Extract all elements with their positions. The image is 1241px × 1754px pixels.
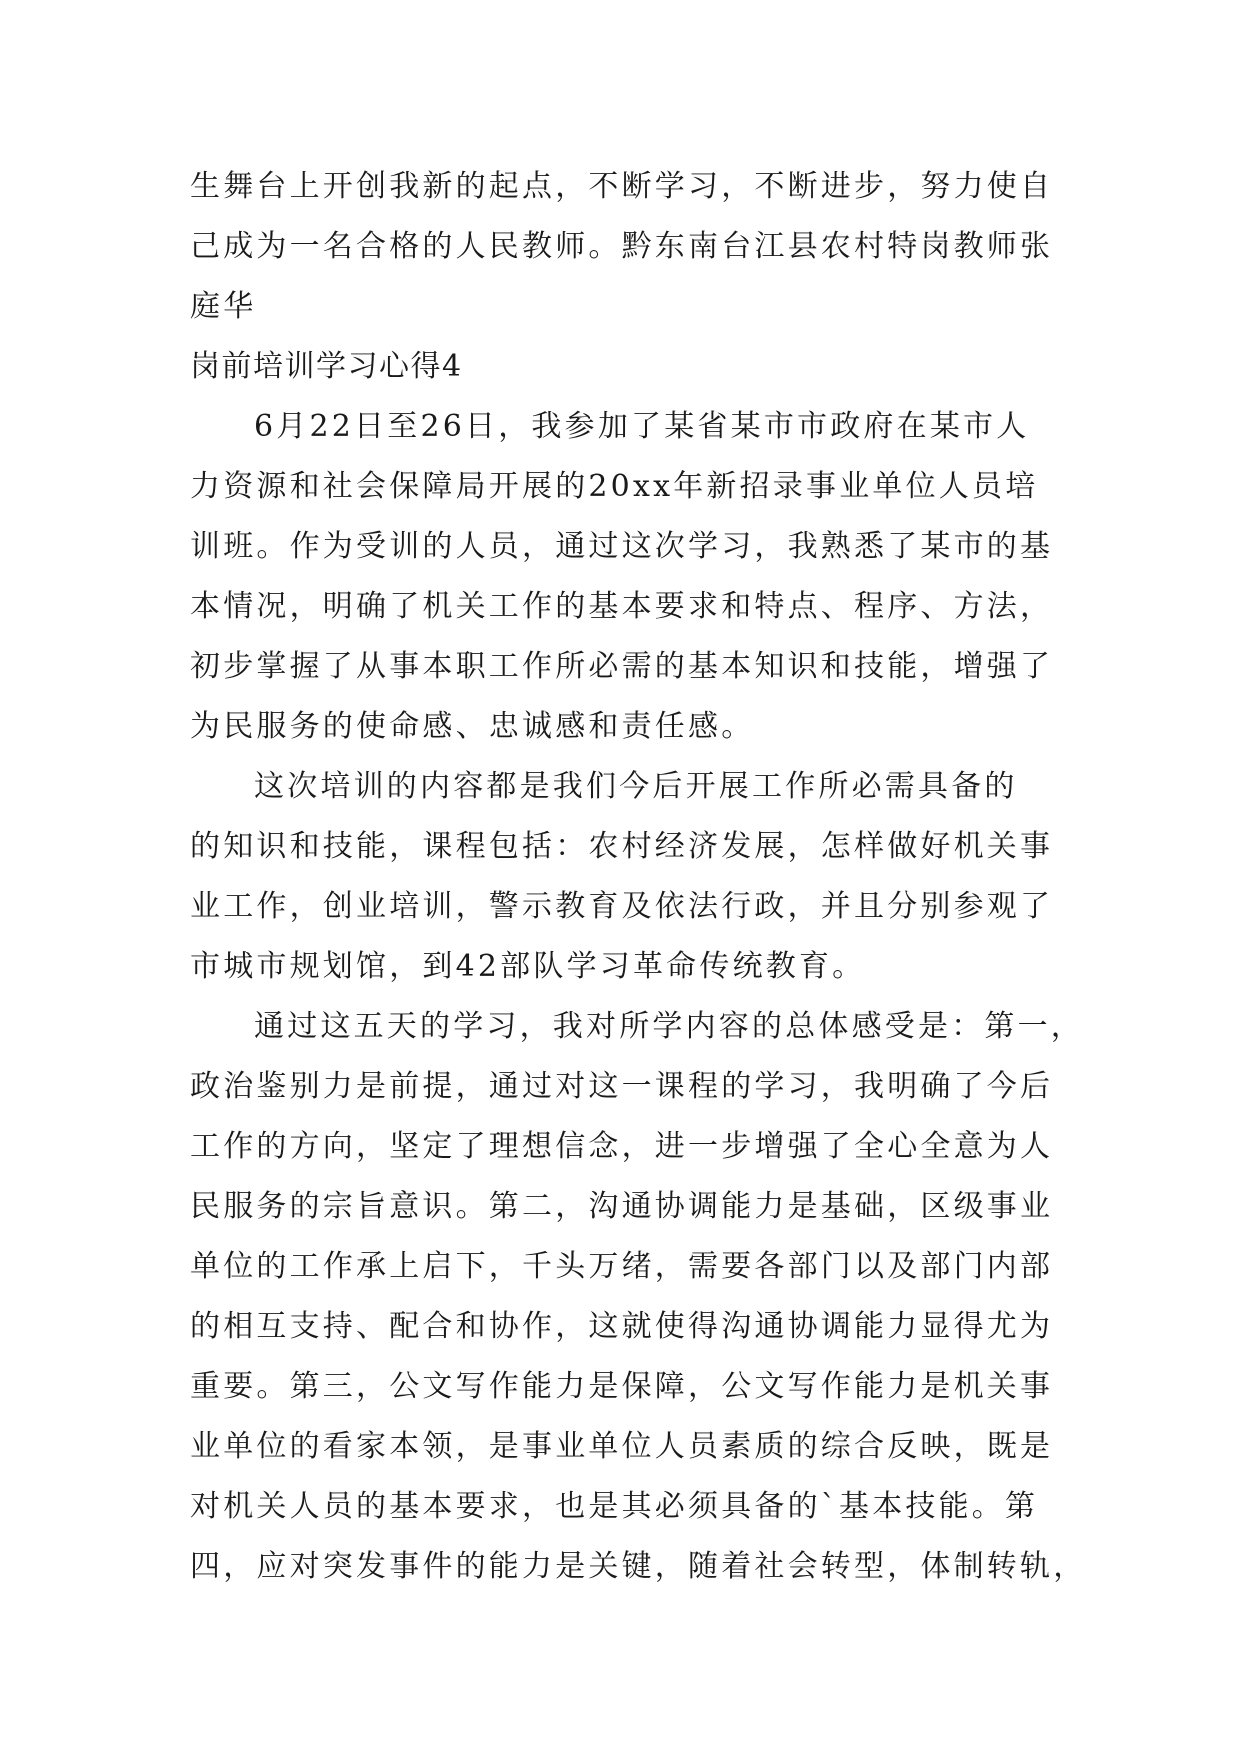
paragraph-2 bbox=[190, 757, 1054, 997]
text-line: 训班。作为受训的人员，通过这次学习，我熟悉了某市的基 bbox=[190, 529, 1054, 564]
continuation-paragraph bbox=[190, 157, 1054, 337]
text-line: 生舞台上开创我新的起点，不断学习，不断进步，努力使自 bbox=[190, 169, 1054, 204]
text-line: 业工作，创业培训，警示教育及依法行政，并且分别参观了 bbox=[190, 889, 1054, 924]
text-line: 对机关人员的基本要求，也是其必须具备的`基本技能。第 bbox=[190, 1489, 1039, 1524]
text-line: 己成为一名合格的人民教师。黔东南台江县农村特岗教师张 bbox=[190, 229, 1054, 264]
text-line: 初步掌握了从事本职工作所必需的基本知识和技能，增强了 bbox=[190, 649, 1054, 684]
text-line: 业单位的看家本领，是事业单位人员素质的综合反映，既是 bbox=[190, 1429, 1054, 1464]
text-line: 的知识和技能，课程包括：农村经济发展，怎样做好机关事 bbox=[190, 829, 1054, 864]
text-line: 市城市规划馆，到42部队学习革命传统教育。 bbox=[190, 949, 866, 984]
paragraph-1 bbox=[190, 397, 1054, 757]
text-line: 6月22日至26日，我参加了某省某市市政府在某市人 bbox=[254, 409, 1030, 444]
text-line: 力资源和社会保障局开展的20xx年新招录事业单位人员培 bbox=[190, 469, 1039, 504]
text-line: 四，应对突发事件的能力是关键，随着社会转型，体制转轨， bbox=[190, 1549, 1087, 1584]
text-line: 本情况，明确了机关工作的基本要求和特点、程序、方法， bbox=[190, 589, 1054, 624]
text-line: 工作的方向，坚定了理想信念，进一步增强了全心全意为人 bbox=[190, 1129, 1054, 1164]
paragraph-3 bbox=[190, 997, 1087, 1597]
text-line: 政治鉴别力是前提，通过对这一课程的学习，我明确了今后 bbox=[190, 1069, 1054, 1104]
text-line: 单位的工作承上启下，千头万绪，需要各部门以及部门内部 bbox=[190, 1249, 1054, 1284]
document-page bbox=[190, 157, 1087, 1597]
text-line: 为民服务的使命感、忠诚感和责任感。 bbox=[190, 709, 755, 744]
section-heading: 岗前培训学习心得4 bbox=[190, 349, 463, 384]
text-line: 庭华 bbox=[190, 289, 257, 324]
text-line: 这次培训的内容都是我们今后开展工作所必需具备的 bbox=[254, 769, 1018, 804]
text-line: 民服务的宗旨意识。第二，沟通协调能力是基础，区级事业 bbox=[190, 1189, 1054, 1224]
text-line: 的相互支持、配合和协作，这就使得沟通协调能力显得尤为 bbox=[190, 1309, 1054, 1344]
text-line: 重要。第三，公文写作能力是保障，公文写作能力是机关事 bbox=[190, 1369, 1054, 1404]
text-line: 通过这五天的学习，我对所学内容的总体感受是：第一， bbox=[254, 1009, 1084, 1044]
